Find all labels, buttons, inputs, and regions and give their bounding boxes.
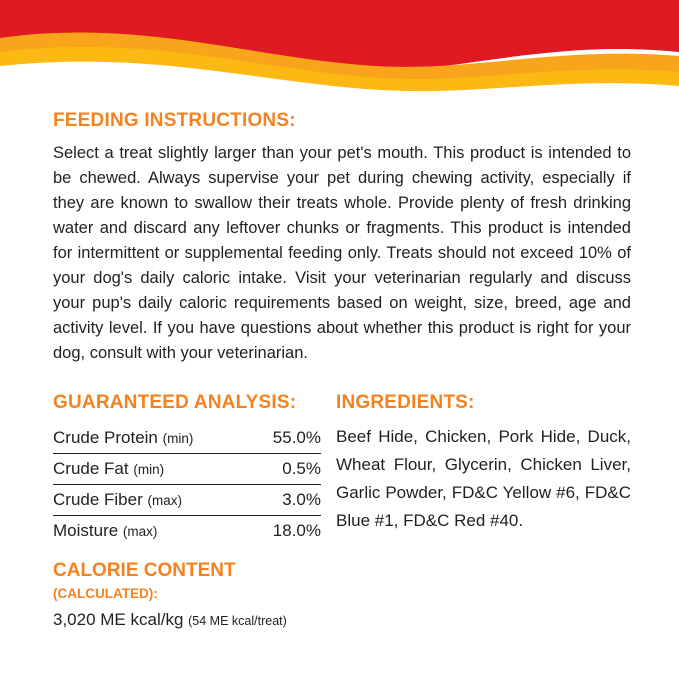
feeding-instructions-body: Select a treat slightly larger than your pet's mouth. This product is intended to be chewed. Always supervise your pet during chewing activity, especially if they are known to swallow their treats whole. Provide plenty of fresh drinking water and discard any leftover chunks or fragments. This product is intended for intermittent or supplemental feeding only. Treats should not exceed 10% of your dog's daily caloric intake. Visit your veterinarian regularly and discuss your pup's daily caloric requirements based on weight, size, breed, age and activity level. If you have questions about whether this product is right for your dog, consult with your veterinarian. [53,144,631,362]
nutrient-value: 3.0% [252,485,321,516]
ingredients-column [336,392,631,632]
nutrient-value: 18.0% [272,521,321,540]
calorie-content-title: CALORIE CONTENT [53,560,236,581]
nutrient-name: Moisture [53,521,119,540]
nutrient-value: 0.5% [252,454,321,485]
table-row [53,454,321,485]
guaranteed-analysis-table [53,423,321,546]
table-row [53,423,321,454]
calorie-content-value-row [53,609,314,632]
table-row [53,516,321,547]
nutrient-qualifier: (max) [122,524,158,539]
nutrient-name: Crude Fat [53,459,129,478]
label-content [53,110,631,632]
nutrient-cell [53,454,252,485]
ingredients-heading: INGREDIENTS: [336,392,475,413]
nutrient-cell [53,516,252,547]
nutrient-cell [53,423,252,454]
calorie-content-per-treat: (54 ME kcal/treat) [188,614,287,628]
calorie-content-heading [53,560,314,605]
nutrient-name: Crude Protein [53,428,158,447]
guaranteed-analysis-column [53,392,336,632]
nutrient-qualifier: (min) [133,462,165,477]
table-row [53,485,321,516]
lower-columns [53,392,631,632]
ingredients-body: Beef Hide, Chicken, Pork Hide, Duck, Wheat Flour, Glycerin, Chicken Liver, Garlic Powder, FD&C Yellow #6, FD&C Blue #1, FD&C Red #40. [336,427,631,530]
guaranteed-analysis-heading: GUARANTEED ANALYSIS: [53,392,297,413]
nutrient-value: 55.0% [252,423,321,454]
nutrient-cell [53,485,252,516]
feeding-instructions-heading: FEEDING INSTRUCTIONS: [53,110,296,131]
nutrient-qualifier: (max) [147,493,182,508]
nutrient-name: Crude Fiber [53,490,143,509]
nutrient-qualifier: (min) [162,431,194,446]
calorie-content-calculated-label: (CALCULATED): [53,586,158,601]
decorative-banner [0,0,679,100]
banner-swoosh-graphic [0,0,679,100]
calorie-content-value: 3,020 ME kcal/kg [53,610,184,629]
